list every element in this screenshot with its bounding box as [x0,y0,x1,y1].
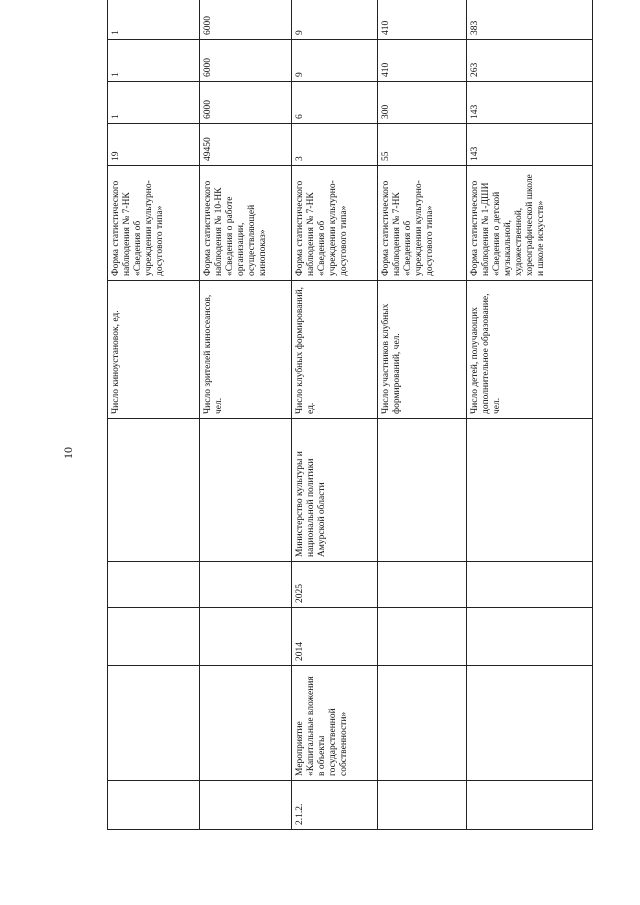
table-body [108,0,593,830]
cell-source: Форма статистического наблюдения № 7-НК «Сведения об учреждении культурно-досугового типа» [108,166,200,281]
table-row [292,0,378,830]
cell-end-year [200,562,292,608]
cell-event [108,666,200,781]
cell-indicator: Число детей, получающих дополнительное образование, чел. [467,281,593,419]
cell-value: 55 [378,124,467,166]
cell-value: 9 [292,40,378,82]
rotated-table-container [107,16,592,830]
table-row [200,0,292,830]
cell-end-year [378,562,467,608]
cell-value: 300 [378,82,467,124]
cell-value: 6000 [200,82,292,124]
cell-value: 143 [467,124,593,166]
cell-source: Форма статистического наблюдения № 10-НК «Сведения о работе организации, осуществляющей кинопоказ» [200,166,292,281]
cell-start-year [200,608,292,666]
cell-code [378,781,467,830]
cell-value: 1 [108,40,200,82]
cell-event [467,666,593,781]
cell-start-year [378,608,467,666]
cell-value: 6 [292,82,378,124]
cell-source: Форма статистического наблюдения № 7-НК «Сведения об учреждении культурно-досугового типа» [292,166,378,281]
cell-start-year [108,608,200,666]
cell-value: 6000 [200,40,292,82]
cell-value: 263 [467,40,593,82]
cell-executor [378,419,467,562]
cell-start-year: 2014 [292,608,378,666]
cell-event [378,666,467,781]
cell-code [108,781,200,830]
cell-end-year [467,562,593,608]
cell-executor [200,419,292,562]
cell-start-year [467,608,593,666]
cell-value: 49450 [200,124,292,166]
cell-indicator: Число киноустановок, ед. [108,281,200,419]
table-row [378,0,467,830]
table-row [467,0,593,830]
cell-event [200,666,292,781]
cell-value: 6000 [200,0,292,40]
cell-executor [467,419,593,562]
cell-executor: Министерство культуры и национальной политики Амурской области [292,419,378,562]
cell-executor [108,419,200,562]
cell-indicator: Число клубных формирований, ед. [292,281,378,419]
cell-value: 1 [108,82,200,124]
cell-event: Мероприятие «Капитальные вложения в объекты государственной собственности» [292,666,378,781]
cell-value: 143 [467,82,593,124]
cell-code: 2.1.2. [292,781,378,830]
table-row [108,0,200,830]
program-table [107,0,593,830]
cell-value: 383 [467,0,593,40]
cell-code [200,781,292,830]
cell-value: 410 [378,0,467,40]
cell-end-year: 2025 [292,562,378,608]
cell-indicator: Число участников клубных формирований, чел. [378,281,467,419]
cell-indicator: Число зрителей киносеансов, чел. [200,281,292,419]
cell-value: 1 [108,0,200,40]
cell-value: 3 [292,124,378,166]
page-number: 10 [61,447,75,459]
cell-value: 19 [108,124,200,166]
cell-end-year [108,562,200,608]
cell-value: 9 [292,0,378,40]
cell-code [467,781,593,830]
cell-source: Форма статистического наблюдения № 7-НК «Сведения об учреждении культурно-досугового типа» [378,166,467,281]
cell-source: Форма статистического наблюдения № 1-ДШИ «Сведения о детской музыкальной, художественной, хореографической школе и школе искусств» [467,166,593,281]
cell-value: 410 [378,40,467,82]
